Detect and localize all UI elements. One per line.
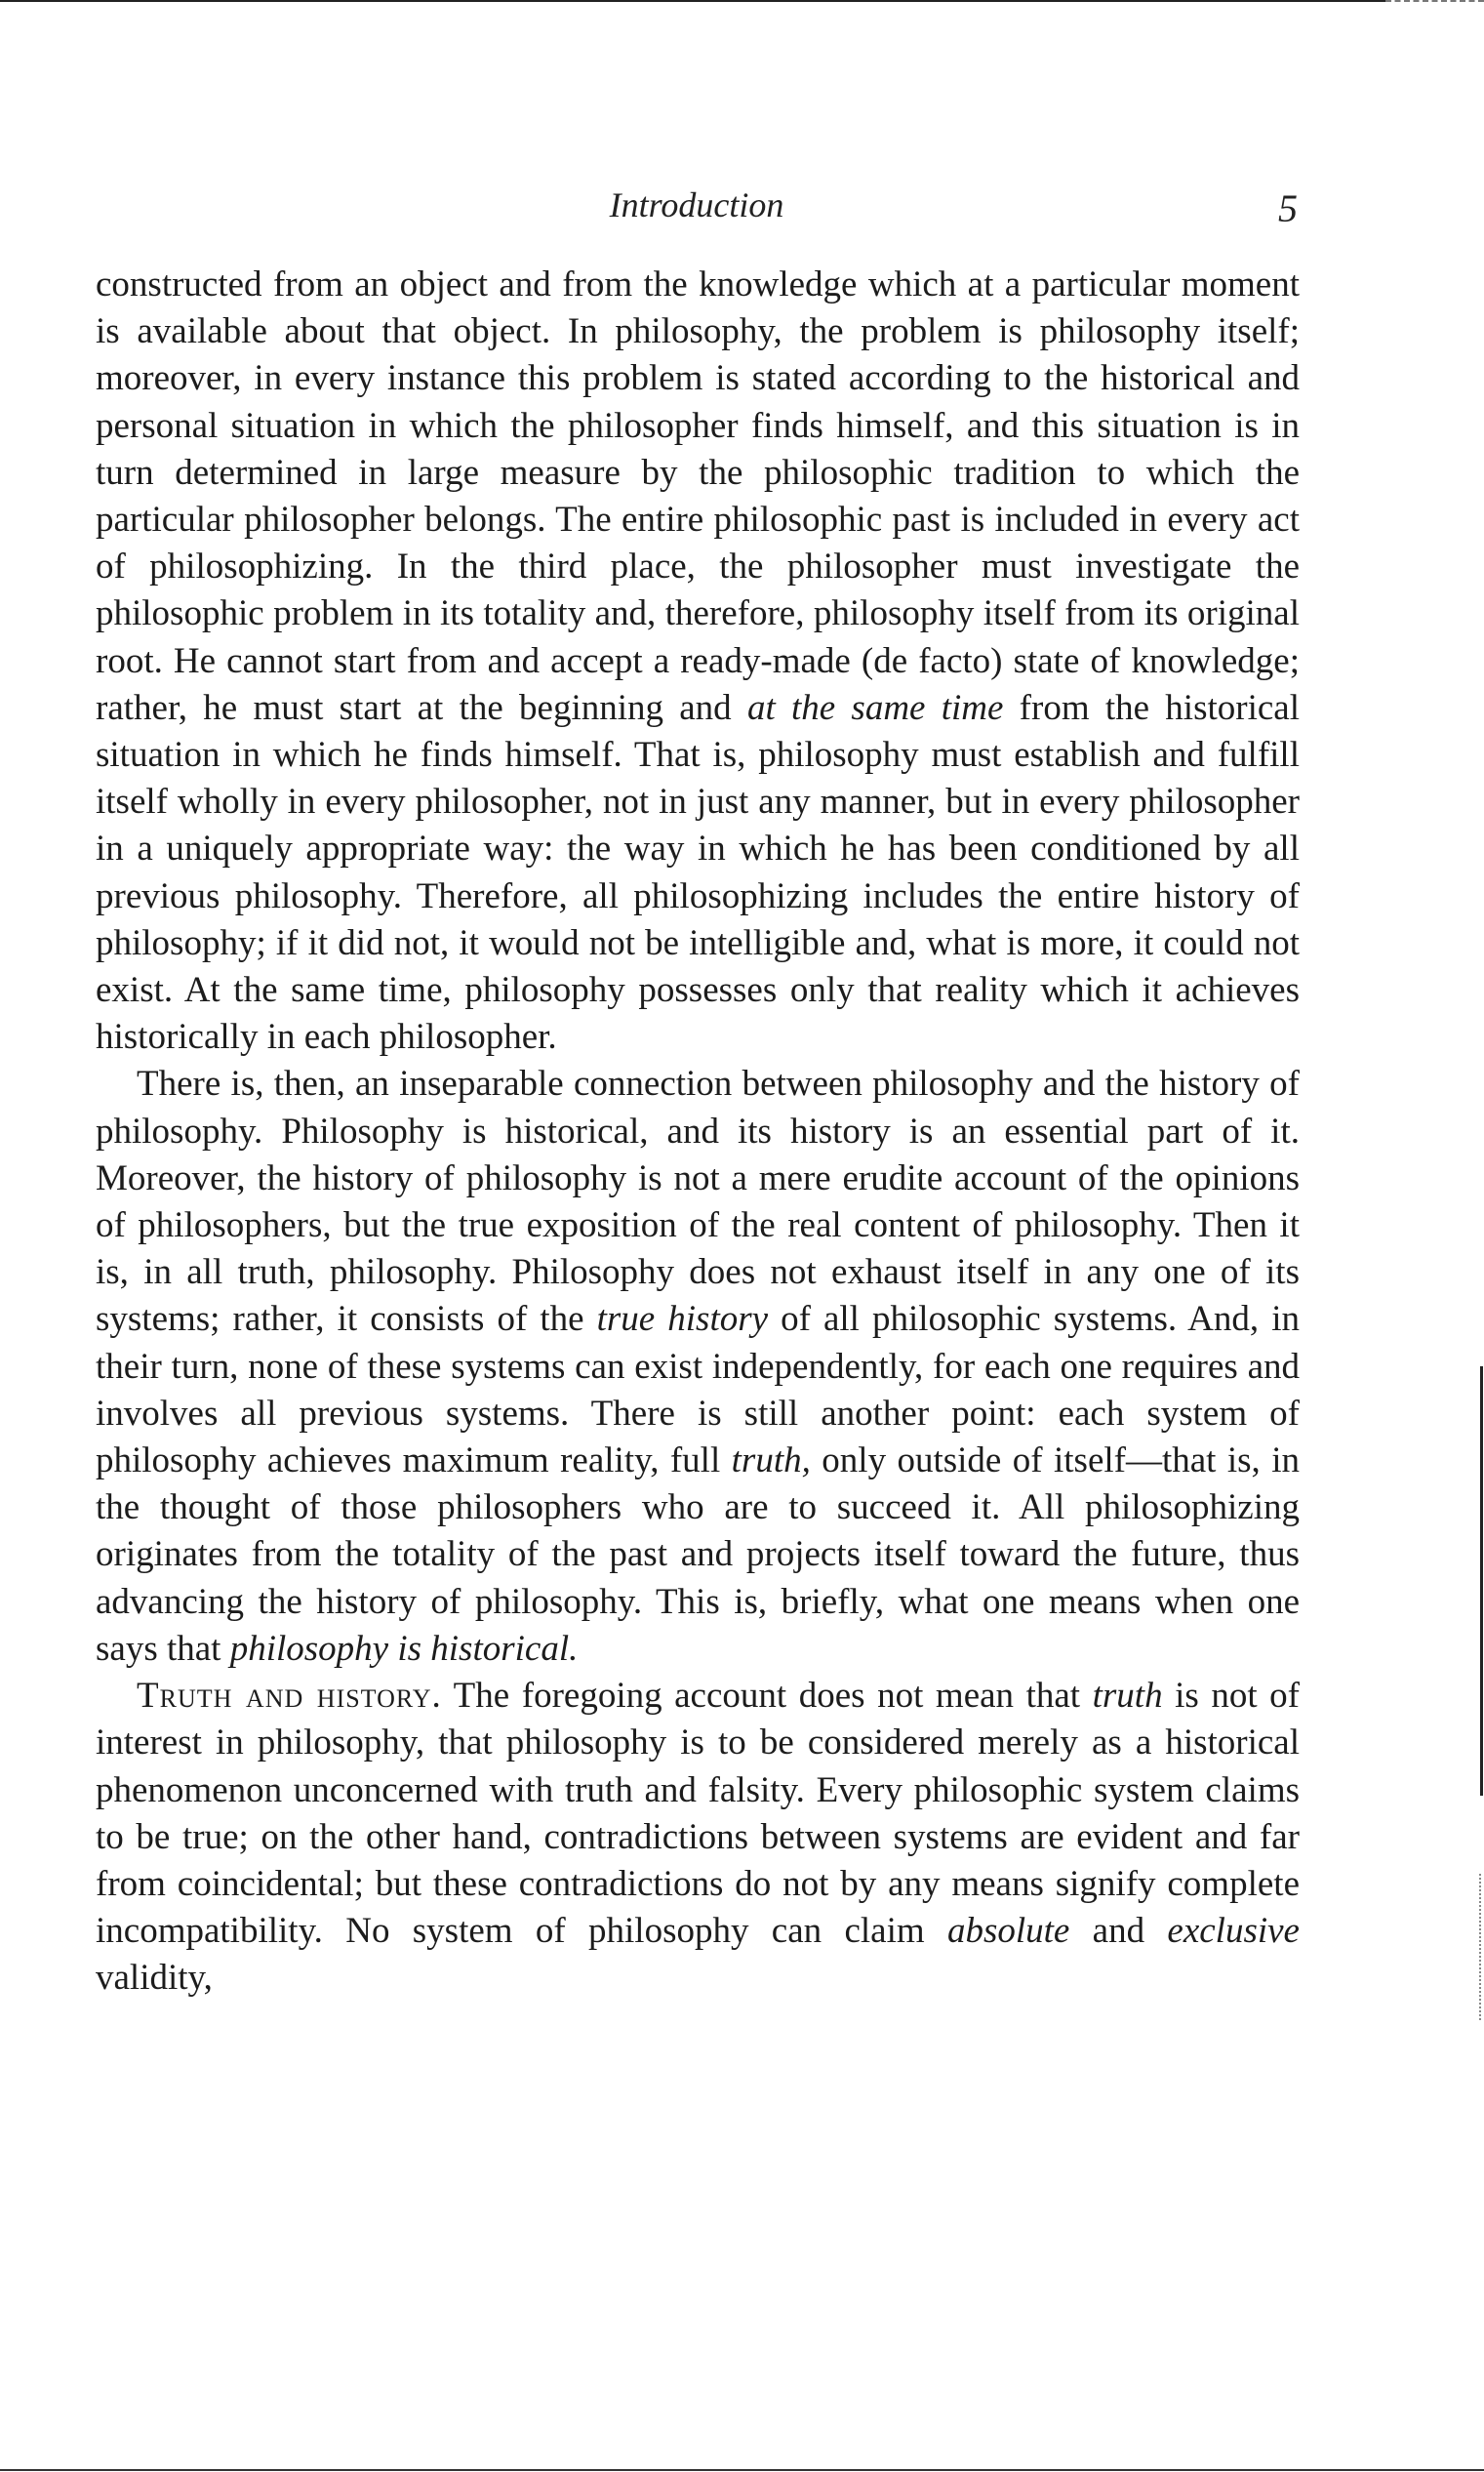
emphasis-absolute: absolute [946, 1911, 1070, 1952]
text-run: validity, [96, 1958, 213, 1999]
paragraph-truth-and-history [96, 1673, 1300, 2002]
text-run: constructed from an object and from the knowledge which at a particular moment is available about that object. In philosophy, the problem is philosophy itself; moreover, in every instance this problem is stated according to the historical and personal situation in which the philosopher finds himself, and this situation is in turn determined in large measure by the philosophic tradition to which the particular philosopher belongs. The entire philosophic past is included in every act of philosophizing. In the third place, the philosopher must investigate the philosophic problem in its totality and, therefore, philosophy itself from its original root. He cannot start from and accept a ready-made (de facto) state of knowledge; rather, he must start at the beginning and [96, 264, 1300, 728]
text-run: from the historical situation in which he finds himself. That is, philosophy must establish and fulfill itself wholly in every philosopher, not in just any manner, but in every philosopher in a uniquely appropriate way: the way in which he has been conditioned by all previous philosophy. Therefore, all philosophizing includes the entire history of philosophy; if it did not, it would not be intelligible and, what is more, it could not exist. At the same time, philosophy possesses only that reality which it achieves historically in each philosopher. [96, 687, 1300, 1058]
page-top-edge-dashed [1385, 0, 1484, 2]
section-run-in-heading: Truth and history. [137, 1676, 442, 1717]
text-run: of all philosophic systems. And, in their turn, none of these systems can exist independently, for each one requires and involves all previous systems. There is still another point: each system of philosophy achieves maximum reality, full [96, 1299, 1300, 1481]
text-run: is not of interest in philosophy, that philosophy is to be considered merely as a historical phenomenon unconcerned with truth and falsity. Every philosophic system claims to be true; on the other hand, contradictions between systems are evident and far from coincidental; but these contradictions do not by any means signify complete incompatibility. No system of philosophy can claim [96, 1676, 1300, 1952]
page-right-edge-dotted [1479, 1874, 1481, 2020]
emphasis-true-history: true history [596, 1299, 769, 1340]
text-run: only outside of itself—that is, in the thought of those philosophers who are to succeed it. All philosophizing originates from the totality of the past and projects itself toward the future, thus advancing the history of philosophy. This is, briefly, what one means when one says that [96, 1440, 1300, 1669]
emphasis-philosophy-is-historical: philosophy is historical. [229, 1628, 579, 1669]
emphasis-truth: truth [1092, 1676, 1163, 1717]
emphasis-exclusive: exclusive [1167, 1911, 1300, 1952]
paragraph-continuation [96, 262, 1300, 1061]
page-number: 5 [1278, 186, 1298, 230]
text-run: There is, then, an inseparable connection between philosophy and the history of philosophy. Philosophy is historical, and its history is an essential part of it. Moreover, the history of philosophy is not a mere erudite account of the opinions of philosophers, but the true exposition of the real content of philosophy. Then it is, in all truth, philosophy. Philosophy does not exhaust itself in any one of its systems; rather, it consists of the [96, 1064, 1300, 1340]
text-run: and [1069, 1911, 1168, 1952]
running-title: Introduction [609, 185, 784, 224]
body-text [96, 262, 1300, 2003]
emphasis-at-the-same-time: at the same time [746, 687, 1004, 728]
emphasis-truth: truth, [731, 1440, 811, 1481]
page-right-edge [1480, 1366, 1483, 1796]
page-bottom-edge [0, 2469, 1484, 2471]
paragraph-philosophy-history [96, 1061, 1300, 1673]
running-header [96, 181, 1298, 229]
text-run: The foregoing account does not mean that [441, 1676, 1093, 1717]
page-top-edge [0, 0, 1385, 2]
